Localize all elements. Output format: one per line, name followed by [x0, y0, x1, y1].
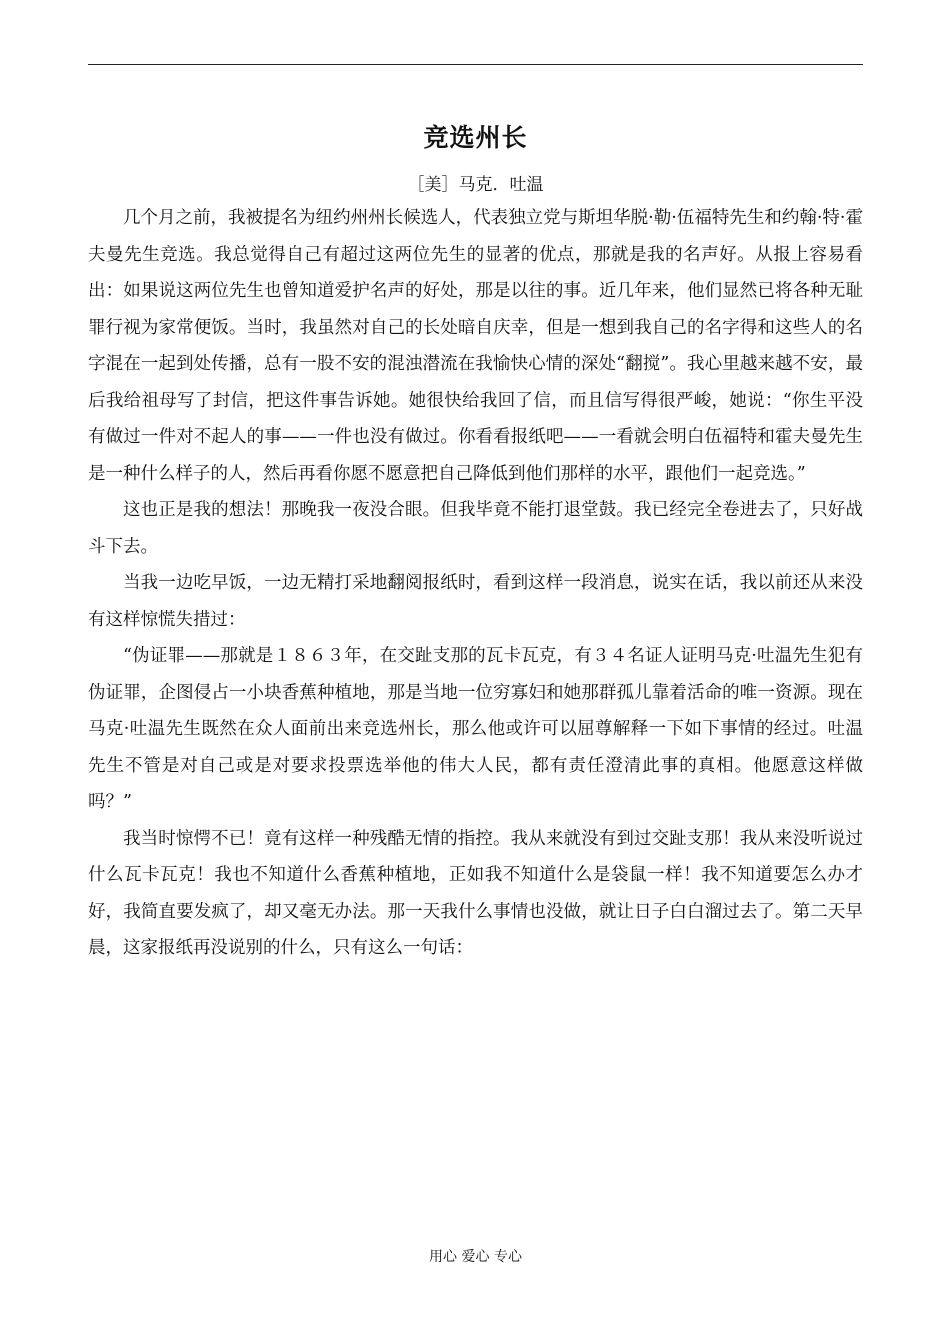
paragraph: 几个月之前，我被提名为纽约州州长候选人，代表独立党与斯坦华脱·勒·伍福特先生和约翰·特·霍夫曼先生竞选。我总觉得自己有超过这两位先生的显著的优点，那就是我的名声好。从报上容易看出：如果说这两位先生也曾知道爱护名声的好处，那是以往的事。近几年来，他们显然已将各种无耻罪行视为家常便饭。当时，我虽然对自己的长处暗自庆幸，但是一想到我自己的名字得和这些人的名字混在一起到处传播，总有一股不安的混浊潜流在我愉快心情的深处“翻搅”。我心里越来越不安，最后我给祖母写了封信，把这件事告诉她。她很快给我回了信，而且信写得很严峻，她说：“你生平没有做过一件对不起人的事——一件也没有做过。你看看报纸吧——一看就会明白伍福特和霍夫曼先生是一种什么样子的人，然后再看你愿不愿意把自己降低到他们那样的水平，跟他们一起竞选。” [88, 208, 863, 484]
header-rule [88, 64, 863, 65]
quoted-paragraph: “伪证罪——那就是１８６３年，在交趾支那的瓦卡瓦克，有３４名证人证明马克·吐温先生犯有伪证罪，企图侵占一小块香蕉种植地，那是当地一位穷寡妇和她那群孤儿靠着活命的唯一资源。现在马克·吐温先生既然在众人面前出来竞选州长，那么他或许可以屈尊解释一下如下事情的经过。吐温先生不管是对自己或是对要求投票选举他的伟大人民，都有责任澄清此事的真相。他愿意这样做吗？” [88, 646, 863, 812]
paragraph: 我当时惊愕不已！竟有这样一种残酷无情的指控。我从来就没有到过交趾支那！我从来没听说过什么瓦卡瓦克！我也不知道什么香蕉种植地，正如我不知道什么是袋鼠一样！我不知道要怎么办才好，我简直要发疯了，却又毫无办法。那一天我什么事情也没做，就让日子白白溜过去了。第二天早晨，这家报纸再没说别的什么，只有这么一句话： [88, 828, 863, 958]
article-title: 竞选州长 [423, 123, 528, 152]
paragraph: 这也正是我的想法！那晚我一夜没合眼。但我毕竟不能打退堂鼓。我已经完全卷进去了，只好战斗下去。 [88, 500, 863, 557]
article-body [88, 200, 863, 967]
paragraph: 当我一边吃早饭，一边无精打采地翻阅报纸时，看到这样一段消息，说实在话，我以前还从来没有这样惊慌失措过： [88, 573, 863, 630]
article-author: ［美］马克．吐温 [407, 175, 544, 195]
page-footer: 用心 爱心 专心 [429, 1249, 522, 1265]
